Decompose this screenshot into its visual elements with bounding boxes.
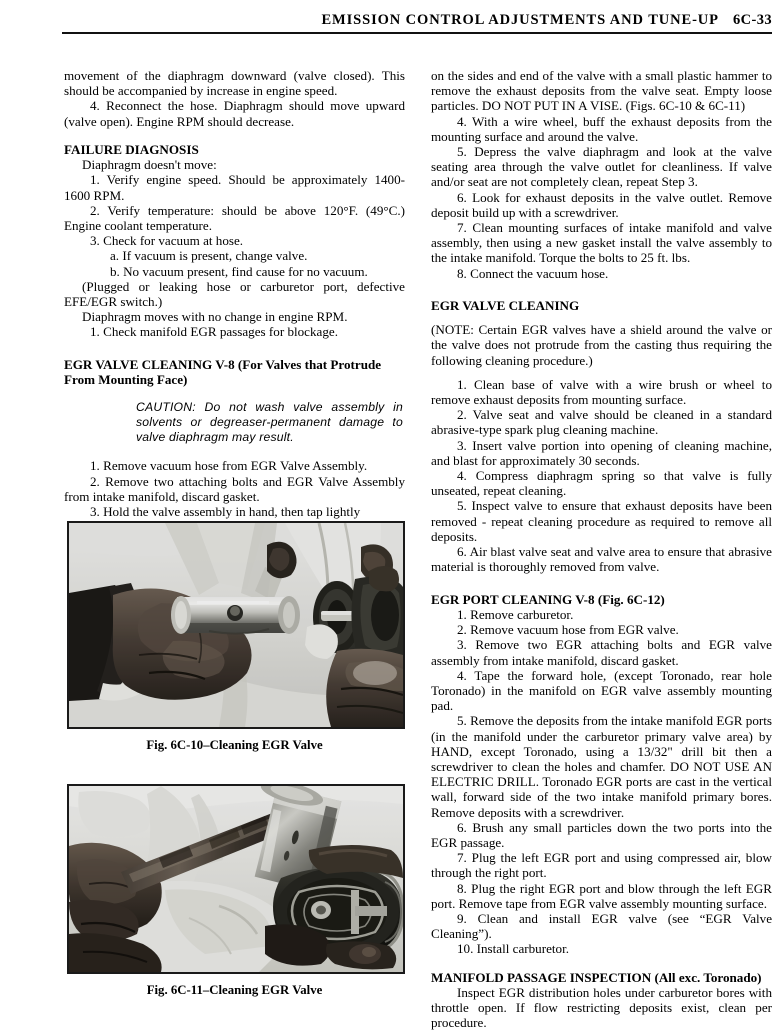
cleaning-step-3: 3. Insert valve portion into opening of cleaning machine, and blast for approximately 30 seconds.: [431, 437, 772, 468]
figure-6c-11: [67, 784, 405, 998]
port-step-9: 9. Clean and install EGR valve (see “EGR Valve Cleaning”).: [431, 910, 772, 942]
failure-step-3: 3. Check for vacuum at hose.: [90, 233, 244, 249]
header-line: [62, 12, 772, 29]
heading-manifold-passage-inspection: MANIFOLD PASSAGE INSPECTION (All exc. Toronado): [431, 969, 762, 985]
port-step-5: 5. Remove the deposits from the intake manifold EGR ports (in the manifold under the carburetor primary valve area) by HAND, except Toronado, using a 13/32" drill bit then a screwdriver to clean the holes and chamfer. DO NOT USE AN ELECTRIC DRILL. Toronado EGR ports are cast in the vertical wall, forward side of the two intake manifold primary bores. Remove deposits with a screwdriver.: [431, 713, 772, 820]
valve-cleaning-step-1: 1. Remove vacuum hose from EGR Valve Assembly.: [90, 458, 368, 474]
failure-step-2: 2. Verify temperature: should be above 120°F. (49°C.) Engine coolant temperature.: [64, 202, 405, 234]
failure-step-3-note: (Plugged or leaking hose or carburetor port, defective EFE/EGR switch.): [64, 278, 405, 310]
right-step-5: 5. Depress the valve diaphragm and look at the valve seating area through the valve outlet for cleanliness. If valve and/or seat are not completely clean, repeat Step 3.: [431, 144, 772, 190]
figure-6c-11-frame: [67, 784, 405, 974]
valve-cleaning-step-3: 3. Hold the valve assembly in hand, then tap lightly: [90, 504, 361, 520]
step-4: 4. Reconnect the hose. Diaphragm should move upward (valve open). Engine RPM should decrease.: [64, 98, 405, 129]
spacer: [64, 129, 405, 142]
spacer: [64, 340, 405, 357]
figure-6c-11-caption: Fig. 6C-11–Cleaning EGR Valve: [146, 983, 323, 997]
failure-step-3b: b. No vacuum present, find cause for no vacuum.: [110, 263, 368, 279]
heading-egr-valve-cleaning-v8: EGR VALVE CLEANING V-8 (For Valves that Protrude From Mounting Face): [64, 356, 382, 388]
failure-step-3a: a. If vacuum is present, change valve.: [110, 248, 308, 264]
spacer: [64, 387, 405, 400]
spacer: [64, 445, 405, 458]
spacer: [431, 368, 772, 377]
left-column: [64, 68, 405, 519]
manifold-passage-body: Inspect EGR distribution holes under carburetor bores with throttle open. If flow restricting deposits exist, clean per procedure.: [431, 984, 772, 1031]
failure-lead-2: Diaphragm moves with no change in engine RPM.: [82, 309, 348, 325]
right-step-6: 6. Look for exhaust deposits in the valve outlet. Remove deposit build up with a screwdriver.: [431, 189, 772, 220]
page-header: [62, 12, 772, 29]
port-step-7: 7. Plug the left EGR port and using compressed air, blow through the right port.: [431, 850, 772, 881]
failure-lead-1: Diaphragm doesn't move:: [82, 157, 217, 173]
spacer: [431, 281, 772, 298]
heading-egr-port-cleaning-v8: EGR PORT CLEANING V-8 (Fig. 6C-12): [431, 591, 665, 607]
port-step-8: 8. Plug the right EGR port and blow through the left EGR port. Remove tape from EGR valve assembly mounting surface.: [431, 880, 772, 911]
cleaning-step-4: 4. Compress diaphragm spring so that valve is fully unseated, repeat cleaning.: [431, 468, 772, 499]
right-step-8: 8. Connect the vacuum hose.: [457, 265, 609, 281]
failure-lead-2-step-1: 1. Check manifold EGR passages for blockage.: [90, 324, 338, 340]
spacer: [431, 957, 772, 970]
port-step-4: 4. Tape the forward hole, (except Toronado, rear hole Toronado) in the manifold on EGR valve assembly mounting pad.: [431, 667, 772, 714]
right-column: [431, 68, 772, 1031]
right-step-4: 4. With a wire wheel, buff the exhaust deposits from the mounting surface and around the valve.: [431, 113, 772, 144]
cleaning-step-1: 1. Clean base of valve with a wire brush or wheel to remove exhaust deposits from mounting surface.: [431, 376, 772, 408]
port-step-1: 1. Remove carburetor.: [457, 606, 574, 622]
continued-paragraph: movement of the diaphragm downward (valve closed). This should be accompanied by increase in engine speed.: [64, 68, 405, 99]
figure-6c-10-frame: [67, 521, 405, 729]
failure-step-1: 1. Verify engine speed. Should be approximately 1400-1600 RPM.: [64, 172, 405, 203]
valve-cleaning-step-2: 2. Remove two attaching bolts and EGR Valve Assembly from intake manifold, discard gasket.: [64, 473, 405, 504]
figure-6c-10-photo: [69, 523, 403, 727]
heading-egr-valve-cleaning: EGR VALVE CLEANING: [431, 297, 580, 313]
page-folio: 6C-33: [732, 12, 772, 28]
heading-failure-diagnosis: FAILURE DIAGNOSIS: [64, 141, 199, 157]
continued-paragraph-right: on the sides and end of the valve with a small plastic hammer to remove the exhaust deposits from the valve seat. Empty loose particles. DO NOT PUT IN A VISE. (Figs. 6C-10 & 6C-11): [431, 68, 772, 114]
cleaning-step-6: 6. Air blast valve seat and valve area to ensure that abrasive material is thoroughly removed from valve.: [431, 544, 772, 575]
figure-6c-10: [67, 521, 405, 753]
cleaning-step-5: 5. Inspect valve to ensure that exhaust deposits have been removed - repeat cleaning procedure as required to remove all deposits.: [431, 498, 772, 544]
header-divider: [62, 32, 772, 34]
right-step-7: 7. Clean mounting surfaces of intake manifold and valve assembly, then using a new gasket install the valve assembly to the intake manifold. Torque the bolts to 25 ft. lbs.: [431, 220, 772, 266]
header-title: EMISSION CONTROL ADJUSTMENTS AND TUNE-UP: [321, 12, 719, 28]
port-step-10: 10. Install carburetor.: [457, 941, 569, 957]
figure-6c-11-photo: [69, 786, 403, 972]
port-step-3: 3. Remove two EGR attaching bolts and EGR valve assembly from intake manifold, discard gasket.: [431, 637, 772, 668]
spacer: [431, 313, 772, 322]
spacer: [431, 575, 772, 592]
egr-valve-cleaning-note: (NOTE: Certain EGR valves have a shield around the valve or the valve does not protrude from the casting thus requiring the following cleaning procedure.): [431, 322, 772, 368]
cleaning-step-2: 2. Valve seat and valve should be cleaned in a standard abrasive-type spark plug cleaning machine.: [431, 407, 772, 438]
caution-note: CAUTION: Do not wash valve assembly in solvents or degreaser-permanent damage to valve diaphragm may result.: [136, 400, 403, 445]
port-step-6: 6. Brush any small particles down the two ports into the EGR passage.: [431, 819, 772, 850]
figure-6c-10-caption: Fig. 6C-10–Cleaning EGR Valve: [146, 738, 323, 752]
port-step-2: 2. Remove vacuum hose from EGR valve.: [457, 622, 679, 638]
